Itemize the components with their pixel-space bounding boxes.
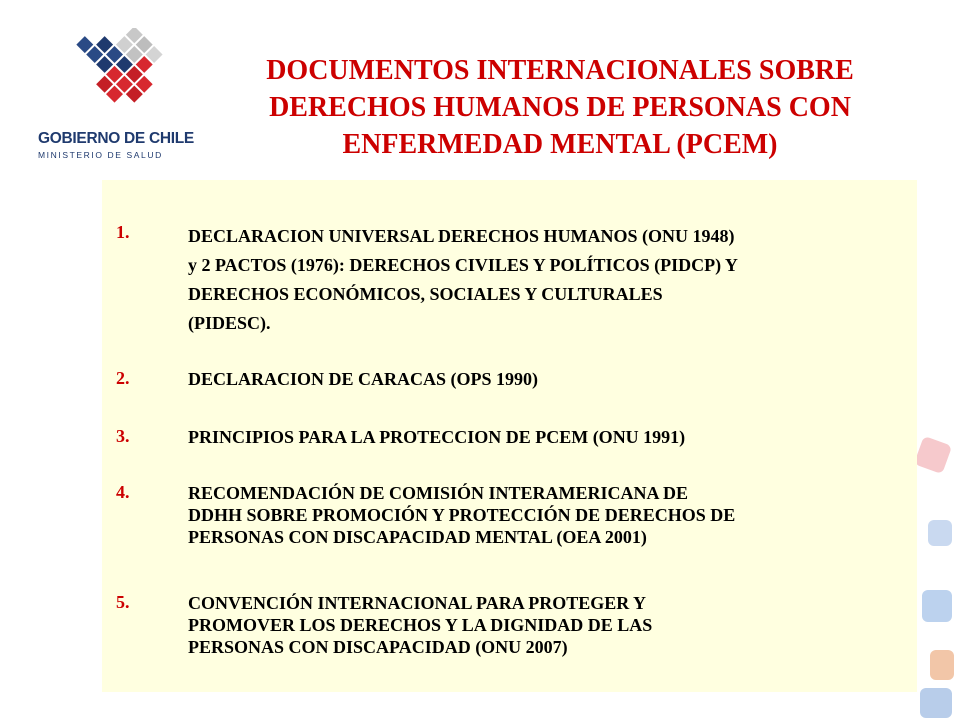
item-number: 3. bbox=[116, 426, 130, 446]
content-box bbox=[102, 180, 917, 692]
title-line: ENFERMEDAD MENTAL (PCEM) bbox=[342, 129, 778, 160]
page-title bbox=[215, 52, 905, 163]
item-text bbox=[188, 368, 913, 390]
item-number: 5. bbox=[116, 592, 130, 612]
item-line: RECOMENDACIÓN DE COMISIÓN INTERAMERICANA DE bbox=[188, 483, 689, 503]
item-line: CONVENCIÓN INTERNACIONAL PARA PROTEGER Y bbox=[188, 593, 647, 613]
title-line: DOCUMENTOS INTERNACIONALES SOBRE bbox=[266, 55, 854, 86]
item-text bbox=[188, 426, 913, 448]
item-line: PROMOVER LOS DERECHOS Y LA DIGNIDAD DE LAS bbox=[188, 615, 653, 635]
item-line: PERSONAS CON DISCAPACIDAD (ONU 2007) bbox=[188, 637, 568, 657]
item-line: DERECHOS ECONÓMICOS, SOCIALES Y CULTURALES bbox=[188, 284, 663, 304]
item-line: PRINCIPIOS PARA LA PROTECCION DE PCEM (ONU 1991) bbox=[188, 427, 686, 447]
gobierno-logo-icon bbox=[48, 28, 198, 128]
title-line: DERECHOS HUMANOS DE PERSONAS CON bbox=[269, 92, 851, 123]
item-line: DECLARACION UNIVERSAL DERECHOS HUMANOS (ONU 1948) bbox=[188, 226, 735, 246]
item-line: y 2 PACTOS (1976): DERECHOS CIVILES Y POLÍTICOS (PIDCP) Y bbox=[188, 255, 738, 275]
logo bbox=[28, 28, 208, 168]
item-number: 4. bbox=[116, 482, 130, 502]
item-text bbox=[188, 482, 913, 548]
logo-ministry: MINISTERIO DE SALUD bbox=[38, 150, 163, 160]
item-line: (PIDESC). bbox=[188, 313, 271, 333]
item-number: 1. bbox=[116, 222, 130, 242]
item-text bbox=[188, 592, 913, 658]
item-text bbox=[188, 222, 913, 338]
item-line: DECLARACION DE CARACAS (OPS 1990) bbox=[188, 369, 539, 389]
item-line: DDHH SOBRE PROMOCIÓN Y PROTECCIÓN DE DERECHOS DE bbox=[188, 505, 736, 525]
logo-name: GOBIERNO DE CHILE bbox=[38, 130, 194, 147]
item-number: 2. bbox=[116, 368, 130, 388]
item-line: PERSONAS CON DISCAPACIDAD MENTAL (OEA 2001) bbox=[188, 527, 647, 547]
